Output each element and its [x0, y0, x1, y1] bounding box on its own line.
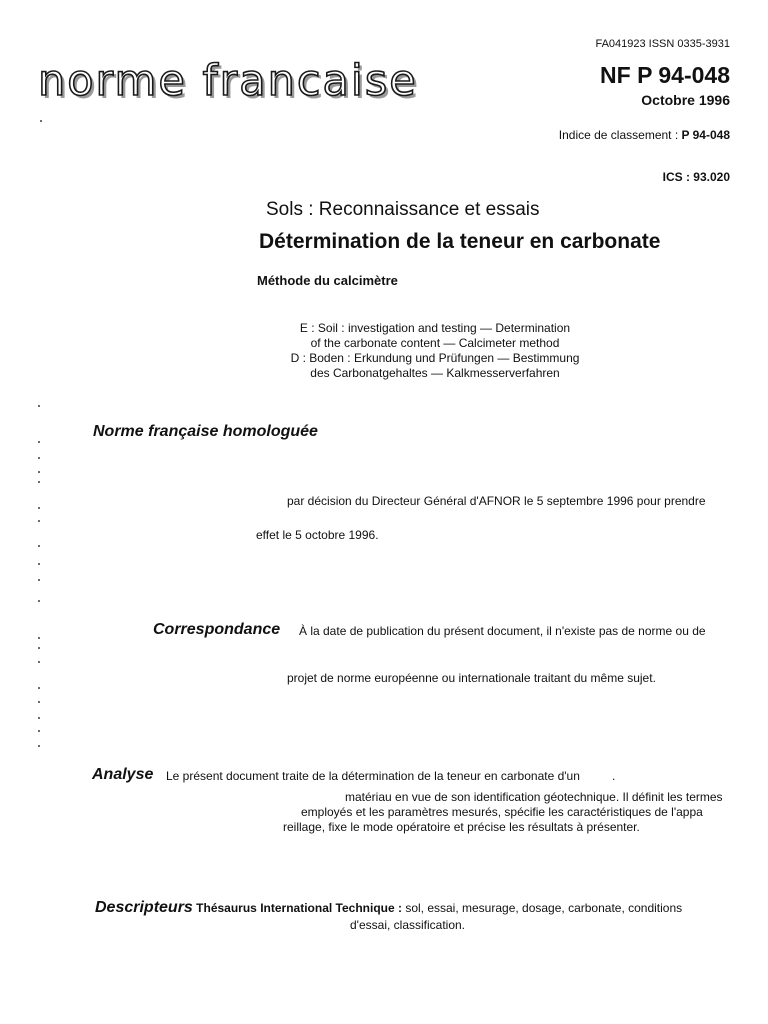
homologation-line-1: par décision du Directeur Général d'AFNOR le 5 septembre 1996 pour prendre — [287, 494, 706, 508]
english-line-1: E : Soil : investigation and testing — Determination — [299, 321, 571, 335]
correspondance-heading: Correspondance — [153, 621, 281, 638]
ics-code: ICS : 93.020 — [662, 170, 730, 184]
issn-reference: FA041923 ISSN 0335-3931 — [595, 38, 730, 50]
homologation-heading: Norme française homologuée — [93, 423, 318, 440]
document-title: Détermination de la teneur en carbonate — [259, 230, 661, 253]
correspondance-line-1: À la date de publication du présent document, il n'existe pas de norme ou de — [299, 624, 706, 638]
english-line-2: of the carbonate content — Calcimeter method — [310, 336, 560, 350]
descripteurs-label: Thésaurus International Technique : — [196, 901, 402, 915]
correspondance-line-2: projet de norme européenne ou internationale traitant du même sujet. — [287, 671, 656, 685]
descripteurs-line-2: d'essai, classification. — [350, 918, 466, 932]
classification-index-label: Indice de classement : — [558, 128, 682, 142]
descripteurs-block — [95, 899, 682, 917]
german-line-2: des Carbonatgehaltes — Kalkmesserverfahren — [310, 366, 560, 380]
logo-scan-dot — [40, 120, 42, 122]
analyse-line-3: employés et les paramètres mesurés, spécifie les caractéristiques de l'appa — [301, 805, 703, 819]
norme-francaise-logo: norme francaise — [38, 56, 418, 106]
homologation-line-2: effet le 5 octobre 1996. — [256, 528, 379, 542]
norm-number: NF P 94-048 — [600, 62, 730, 88]
publication-date: Octobre 1996 — [641, 92, 730, 108]
analyse-heading: Analyse — [92, 766, 154, 783]
descripteurs-line-1: sol, essai, mesurage, dosage, carbonate, conditions — [401, 901, 683, 915]
german-line-1: D : Boden : Erkundung und Prüfungen — Bestimmung — [290, 351, 580, 365]
english-translation — [280, 321, 590, 351]
german-translation — [280, 351, 590, 381]
analyse-line-4: reillage, fixe le mode opératoire et précise les résultats à présenter. — [283, 820, 640, 834]
subject-line: Sols : Reconnaissance et essais — [266, 199, 540, 220]
stray-period: . — [612, 769, 616, 783]
analyse-line-2: matériau en vue de son identification géotechnique. Il définit les termes — [345, 790, 723, 804]
analyse-line-1: Le présent document traite de la détermination de la teneur en carbonate d'un — [166, 769, 580, 783]
method-subtitle: Méthode du calcimètre — [257, 273, 398, 288]
descripteurs-heading: Descripteurs — [95, 899, 193, 916]
classification-index — [559, 128, 730, 142]
classification-index-value: P 94-048 — [681, 128, 730, 142]
